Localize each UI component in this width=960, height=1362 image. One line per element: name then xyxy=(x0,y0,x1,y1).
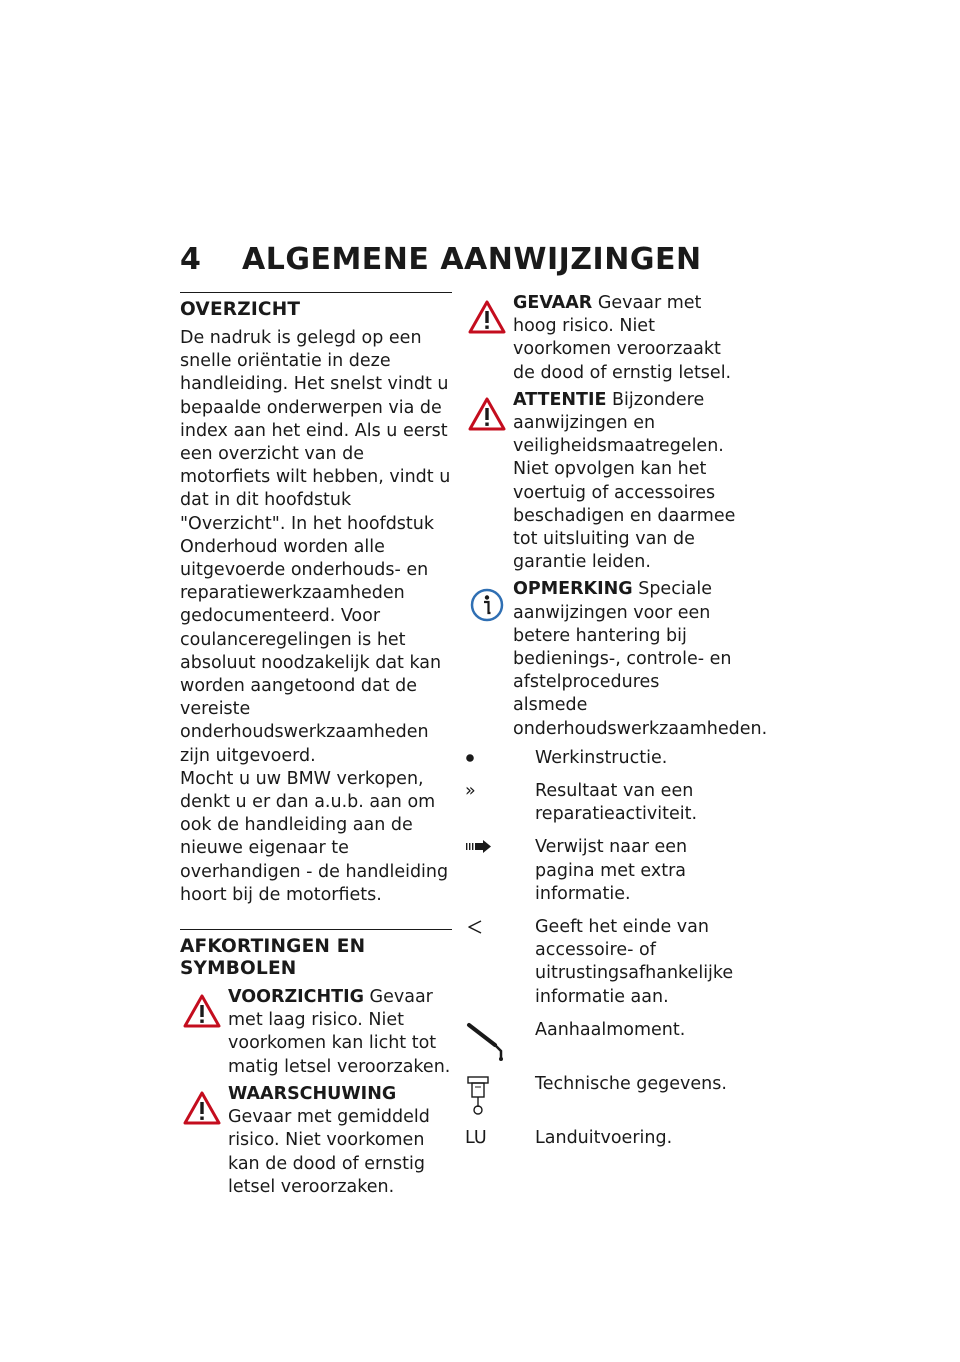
warning-triangle-icon xyxy=(182,992,222,1032)
notice-label: WAARSCHUWING xyxy=(228,1083,397,1104)
warning-triangle-icon xyxy=(467,395,507,435)
page-title xyxy=(180,242,702,277)
notice-note xyxy=(465,578,768,740)
list-item: Verwijst naar een pagina met extra informatie. xyxy=(465,836,737,906)
notice-text: Gevaar met gemiddeld risico. Niet voorkomen kan de dood of ernstig letsel veroorzaken. xyxy=(228,1107,430,1197)
right-column xyxy=(465,292,768,1150)
technical-data-icon xyxy=(465,1073,495,1117)
left-column xyxy=(180,292,452,1199)
arrow-reference-icon xyxy=(465,836,495,858)
notice-warning xyxy=(180,1083,452,1199)
warning-triangle-icon xyxy=(182,1089,222,1129)
section-heading-overview: OVERZICHT xyxy=(180,299,301,320)
bullet-icon xyxy=(465,747,479,769)
overview-paragraph-2: Mocht u uw BMW verkopen, denkt u er dan a.u.b. aan om ook de handleiding aan de nieuwe eigenaar te overhandigen - de handleiding hoort bij de motorfiets. xyxy=(180,768,449,905)
end-triangle-icon xyxy=(465,916,487,938)
notice-label: GEVAAR xyxy=(513,293,593,313)
list-item: » Resultaat van een reparatieactiviteit. xyxy=(465,780,737,826)
chapter-number: 4 xyxy=(180,242,202,277)
warning-triangle-icon xyxy=(467,298,507,338)
notice-label: ATTENTIE xyxy=(513,389,607,410)
list-item: Werkinstructie. xyxy=(465,747,737,770)
notice-label: OPMERKING xyxy=(513,579,633,600)
list-item: Geeft het einde van accessoire- of uitrustingsafhankelijke informatie aan. xyxy=(465,916,737,1009)
chapter-title: ALGEMENE AANWIJZINGEN xyxy=(242,242,702,277)
section-divider xyxy=(180,292,452,293)
list-item: LU Landuitvoering. xyxy=(465,1127,737,1150)
info-circle-icon xyxy=(467,584,507,624)
notice-text: Gevaar met hoog risico. Niet voorkomen veroorzaakt de dood of ernstig letsel. xyxy=(513,293,732,383)
notice-label: VOORZICHTIG xyxy=(228,987,364,1008)
list-item: Aanhaalmoment. xyxy=(465,1019,737,1063)
notice-text: Gevaar met laag risico. Niet voorkomen kan licht tot matig letsel veroorzaken. xyxy=(228,987,451,1077)
country-version-mark: LU xyxy=(465,1127,487,1148)
notice-danger xyxy=(465,292,737,385)
result-mark: » xyxy=(465,781,476,802)
notice-text: Speciale aanwijzingen voor een betere hantering bij bedienings-, controle- en afstelprocedures alsmede onderhoudswerkzaamheden. xyxy=(513,579,768,739)
section-heading-abbreviations: AFKORTINGEN EN SYMBOLEN xyxy=(180,936,366,980)
torque-wrench-icon xyxy=(465,1019,505,1063)
list-item: Technische gegevens. xyxy=(465,1073,737,1117)
notice-text: Bijzondere aanwijzingen en veiligheidsmaatregelen. Niet opvolgen kan het voertuig of accessoires beschadigen en daarmee tot uitsluiting van de garantie leiden. xyxy=(513,389,736,573)
symbol-list xyxy=(465,747,737,1150)
notice-attention xyxy=(465,389,737,575)
overview-paragraph-1: De nadruk is gelegd op een snelle oriëntatie in deze handleiding. Het snelst vindt u bepaalde onderwerpen via de index aan het eind. Als u eerst een overzicht van de motorfiets wilt hebben, vindt u dat in dit hoofdstuk "Overzicht". In het hoofdstuk Onderhoud worden alle uitgevoerde onderhouds- en reparatiewerkzaamheden gedocumenteerd. Voor coulanceregelingen is het absoluut noodzakelijk dat kan worden aangetoond dat de vereiste onderhoudswerkzaamheden zijn uitgevoerd. xyxy=(180,328,451,766)
section-divider xyxy=(180,929,452,930)
notice-caution xyxy=(180,986,452,1079)
